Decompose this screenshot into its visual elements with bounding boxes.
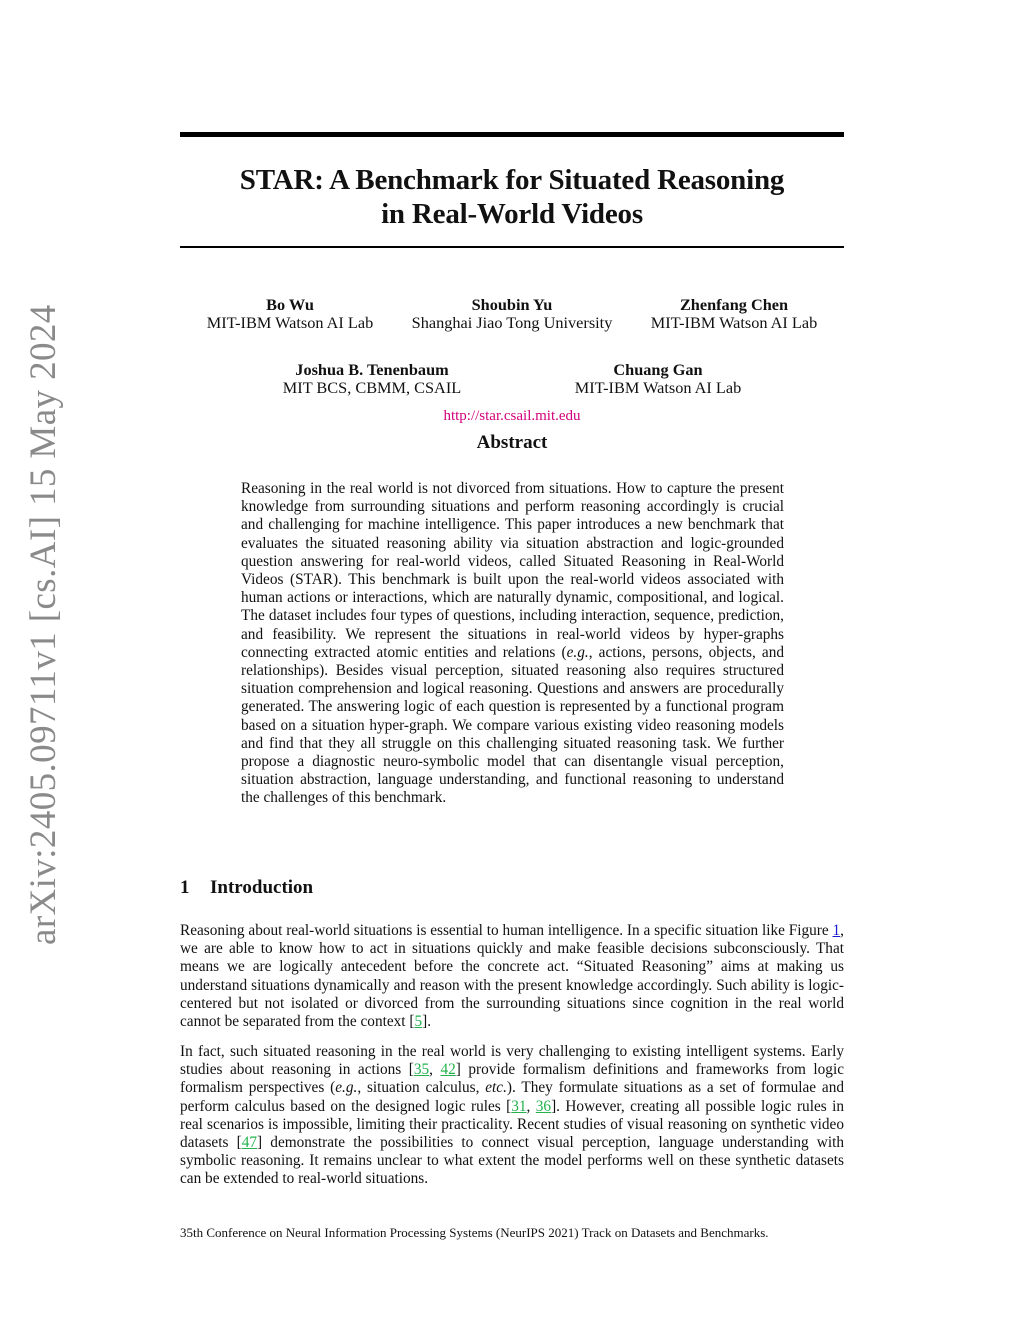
title-bottom-rule [180,246,844,248]
body-text: Reasoning about real-world situations is essential to human intelligence. In a specific situation like Figure [180,922,833,939]
abstract-body [241,480,784,808]
author-affiliation: MIT-IBM Watson AI Lab [206,313,374,332]
arxiv-side-stamp: arXiv:2405.09711v1 [cs.AI] 15 May 2024 [23,304,64,945]
intro-paragraph-1 [180,922,844,1031]
title-line-2: in Real-World Videos [381,198,643,230]
author-block [402,296,622,332]
body-text: In fact, such situated reasoning in the real world is very challenging to existing intelligent systems. Early studies about reasoning in actions [ [180,1043,844,1079]
italic-text: etc. [485,1079,507,1097]
author-name: Shoubin Yu [471,295,553,314]
author-affiliation: MIT-IBM Watson AI Lab [574,378,742,397]
abstract-text: Reasoning in the real world is not divorced from situations. How to capture the present knowledge from surrounding situations and perform reasoning accordingly is crucial and challenging for machine intelligence. This paper introduces a new benchmark that evaluates the situated reasoning ability via situation abstraction and logic-grounded question answering for real-world videos, called Situated Reasoning in Real-World Videos (STAR). This benchmark is built upon the real-world videos associated with human actions or interactions, which are naturally dynamic, compositional, and logical. The dataset includes four types of questions, including interaction, sequence, prediction, and feasibility. We represent the situations in real-world videos by hyper-graphs connecting extracted atomic entities and relations ( [241,480,784,661]
citation-link[interactable]: 36 [535,1097,552,1115]
citation-link[interactable]: 47 [241,1134,258,1152]
body-text: , situation calculus, [357,1079,486,1097]
author-name: Bo Wu [266,295,314,314]
author-block [262,361,482,397]
paper-title [180,163,844,231]
conference-footer: 35th Conference on Neural Information Processing Systems (NeurIPS 2021) Track on Datasets and Benchmarks. [180,1225,769,1240]
section-number: 1 [180,877,190,898]
body-text: ] provide formalism definitions and frameworks from logic formalism perspectives ( [180,1061,844,1097]
abstract-eg: e.g. [566,643,589,661]
abstract-heading: Abstract [476,432,548,453]
citation-link[interactable]: 5 [414,1013,423,1031]
author-name: Joshua B. Tenenbaum [295,360,449,379]
citation-link[interactable]: 35 [413,1061,430,1079]
author-name: Chuang Gan [613,360,703,379]
author-affiliation: MIT-IBM Watson AI Lab [650,313,818,332]
author-block [190,296,390,332]
body-text: ]. [422,1013,432,1031]
italic-text: e.g. [335,1079,358,1097]
body-text: ] demonstrate the possibilities to connect visual perception, language understanding with symbolic reasoning. It remains unclear to what extent the model performs well on these synthetic datasets can be extended to real-world situations. [180,1134,844,1188]
project-url-link[interactable]: http://star.csail.mit.edu [443,408,581,424]
figure-reference-link[interactable]: 1 [832,922,841,939]
intro-paragraph-2 [180,1043,844,1189]
body-text: ). They formulate situations as a set of formulae and perform calculus based on the designed logic rules [ [180,1079,844,1115]
author-block [558,361,758,397]
author-block [634,296,834,332]
author-affiliation: Shanghai Jiao Tong University [411,313,613,332]
author-name: Zhenfang Chen [679,295,789,314]
author-affiliation: MIT BCS, CBMM, CSAIL [282,378,462,397]
title-top-rule [180,132,844,137]
section-heading-introduction [180,877,313,899]
body-text: , we are able to know how to act in situations quickly and make feasible decisions subconsciously. That means we are logically antecedent before the concrete act. “Situated Reasoning” aims at making us understand situations dynamically and reason with the present knowledge accordingly. Such ability is logic-centered but not isolated or divorced from the surrounding situations since cognition in the real world cannot be separated from the context [ [180,922,844,1031]
body-text: , [429,1061,441,1079]
section-title: Introduction [210,877,314,898]
citation-link[interactable]: 31 [511,1097,527,1115]
body-text: , [526,1097,536,1115]
citation-link[interactable]: 42 [440,1061,456,1079]
title-line-1: STAR: A Benchmark for Situated Reasoning [239,164,785,196]
body-text: ]. However, creating all possible logic rules in real scenarios is impossible, limiting their practicality. Recent studies of visual reasoning on synthetic video datasets [ [180,1097,844,1152]
abstract-text: , actions, persons, objects, and relationships). Besides visual perception, situated reasoning also requires structured situation comprehension and logical reasoning. Questions and answers are procedurally generated. The answering logic of each question is represented by a functional program based on a situation hyper-graph. We compare various existing video reasoning models and find that they all struggle on this challenging situated reasoning task. We further propose a diagnostic neuro-symbolic model that can disentangle visual perception, situation abstraction, language understanding, and functional reasoning to understand the challenges of this benchmark. [241,643,785,807]
